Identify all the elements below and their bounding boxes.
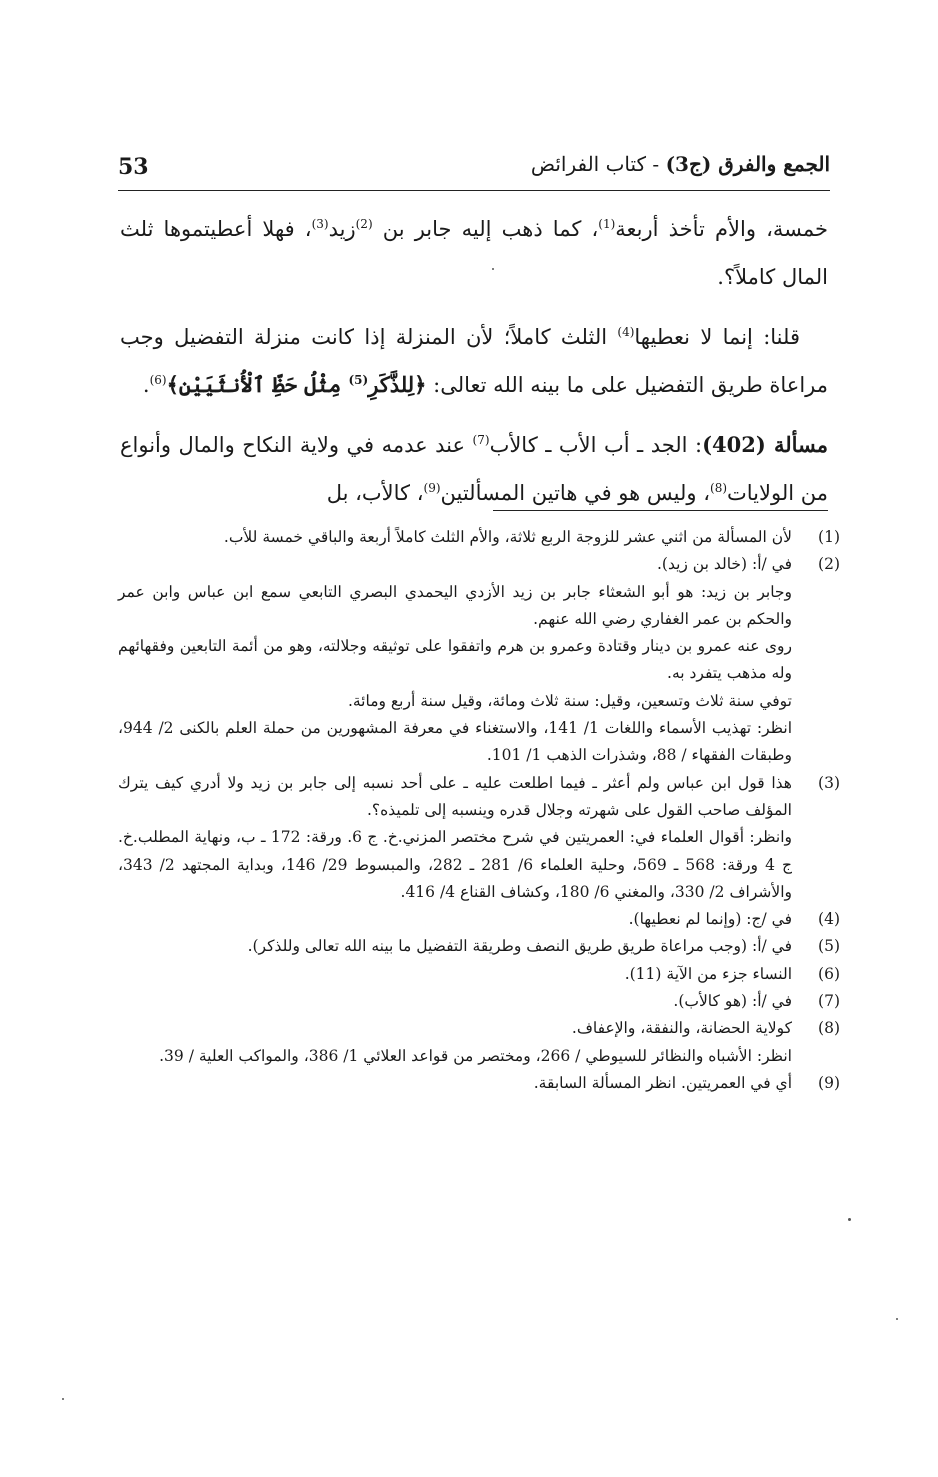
footnote-ref: (3) — [311, 217, 329, 231]
footnote-ref: (6) — [149, 373, 167, 387]
text-run: عند عدمه في ولاية النكاح والمال وأنواع من الولايات — [120, 433, 828, 505]
footnote-text: هذا قول ابن عباس ولم أعثر ـ فيما اطلعت عليه ـ على أحد نسبه إلى جابر بن زيد ولا أدري كيف يترك المؤلف صاحب القول على شهرته وجلال قدره وينسبه إلى تلميذه؟. — [118, 773, 792, 819]
footnote-text: أي في العمريتين. انظر المسألة السابقة. — [533, 1073, 792, 1092]
text-run: قلنا: إنما لا نعطيها — [634, 325, 800, 349]
footnote-text: كولاية الحضانة، والنفقة، والإعفاف. — [571, 1019, 792, 1038]
footnote-number: (1) — [818, 528, 840, 546]
footnote-3-continuation: وانظر: أقوال العلماء في: العمريتين في شرح مختصر المزني.خ. ج 6. ورقة: 172 ـ ب، ونهاية المطلب.خ. ج 4 ورقة: 568 ـ 569، وحلية العلماء 6/ 281 ـ 282، والمبسوط 29/ 146، وبداية المجتهد 2/ 343، والأشراف 2/ 330، والمغني 6/ 180، وكشاف القناع 4/ 416. — [118, 828, 793, 901]
footnote-number: (7) — [818, 992, 840, 1011]
footnote-8 — [118, 1015, 840, 1042]
issue-label: مسألة (402) — [702, 432, 828, 457]
footnote-ref: (8) — [710, 481, 728, 495]
paragraph-3 — [120, 421, 828, 517]
title-separator: - — [646, 152, 666, 176]
footnote-number: (8) — [818, 1019, 840, 1038]
footnote-number: (2) — [818, 555, 840, 574]
footnote-9 — [118, 1070, 840, 1097]
book-title: الجمع والفرق (ج3) — [665, 152, 830, 176]
footnote-number: (6) — [818, 964, 840, 983]
paragraph-2 — [120, 313, 828, 409]
text-run: الثلث كاملاً؛ لأن المنزلة إذا كانت منزلة التفضيل وجب مراعاة طريق التفضيل على ما بينه الله تعالى: — [120, 325, 828, 397]
footnote-6 — [118, 961, 840, 988]
footnote-number: (3) — [818, 773, 840, 792]
footnote-1 — [118, 524, 840, 551]
text-run: خمسة، والأم تأخذ أربعة — [615, 217, 828, 241]
footnote-3 — [118, 770, 840, 825]
scan-speck — [492, 268, 494, 270]
footnote-ref: (4) — [617, 325, 635, 339]
footnote-2 — [118, 551, 840, 578]
footnote-text: في /أ: (هو كالأب). — [673, 992, 792, 1011]
text-run: ، وليس هو في هاتين المسألتين — [440, 481, 710, 505]
footnote-separator — [493, 510, 828, 511]
footnote-text: النساء جزء من الآية (11). — [624, 964, 792, 983]
footnote-text: في /أ: (خالد بن زيد). — [656, 555, 792, 574]
footnote-8-continuation: انظر: الأشباه والنظائر للسيوطي / 266، ومختصر من قواعد العلائي 1/ 386، والمواكب العلية / 39. — [159, 1046, 792, 1065]
verse-part: ﴿لِلذَّكَرِ — [368, 372, 427, 397]
footnote-2-continuation: توفي سنة ثلاث وتسعين، وقيل: سنة ثلاث ومائة، وقيل سنة أربع ومائة. — [347, 691, 792, 710]
footnote-2-continuation: وجابر بن زيد: هو أبو الشعثاء جابر بن زيد الأزدي اليحمدي البصري التابعي سمع ابن عباس وابن عمر والحكم بن عمر الغفاري رضي الله عنهم. — [118, 582, 792, 628]
footnote-text: في /ج: (وإنما لم نعطيها). — [628, 910, 792, 929]
text-run: ، فهلا أعطيتموها ثلث المال كاملاً؟. — [120, 217, 828, 289]
footnote-5 — [118, 933, 840, 960]
page-number: 53 — [118, 154, 149, 180]
text-run: ، كما ذهب إليه جابر بن — [372, 217, 599, 241]
footnote-ref: (5) — [348, 373, 369, 387]
footnote-text: لأن المسألة من اثني عشر للزوجة الربع ثلاثة، والأم الثلث كاملاً أربعة والباقي خمسة للأب. — [223, 528, 792, 546]
footnote-ref: (9) — [423, 481, 441, 495]
footnote-number: (4) — [818, 910, 840, 929]
quran-verse — [167, 372, 427, 397]
paragraph-1 — [120, 205, 828, 301]
footnote-number: (5) — [818, 937, 840, 956]
footnote-text: في /أ: (وجب مراعاة طريق طريق النصف وطريقة التفضيل ما بينه الله تعالى وللذكر). — [247, 937, 792, 956]
footnote-7 — [118, 988, 840, 1015]
text-run: زيد — [328, 217, 356, 241]
footnote-2-continuation: روى عنه عمرو بن دينار وقتادة وعمرو بن هرم واتفقوا على توثيقه وجلالته، وهو من أئمة التابعين وفقهائهم وله مذهب يتفرد به. — [118, 637, 792, 683]
running-title — [531, 152, 830, 176]
main-text — [120, 205, 828, 517]
text-run: . — [142, 373, 150, 397]
scan-speck — [848, 1218, 851, 1221]
footnotes — [118, 524, 840, 1097]
scan-speck — [62, 1398, 64, 1400]
footnote-2-continuation: انظر: تهذيب الأسماء واللغات 1/ 141، والاستغناء في معرفة المشهورين من حملة العلم بالكنى 2/ 944، وطبقات الفقهاء / 88، وشذرات الذهب 1/ 101. — [118, 719, 792, 765]
footnote-ref: (1) — [598, 217, 616, 231]
footnote-ref: (7) — [472, 433, 490, 447]
scan-speck — [896, 1318, 898, 1320]
text-run: : الجد ـ أب الأب ـ كالأب — [489, 433, 703, 457]
verse-part: مِثْلُ حَظِّ ٱلْأُنثَيَيْنِ﴾ — [166, 372, 349, 397]
footnote-ref: (2) — [355, 217, 373, 231]
section-title: كتاب الفرائض — [530, 152, 647, 176]
page-header — [118, 150, 830, 191]
footnote-4 — [118, 906, 840, 933]
text-run: ، كالأب، بل — [326, 481, 424, 505]
footnote-number: (9) — [818, 1073, 840, 1092]
